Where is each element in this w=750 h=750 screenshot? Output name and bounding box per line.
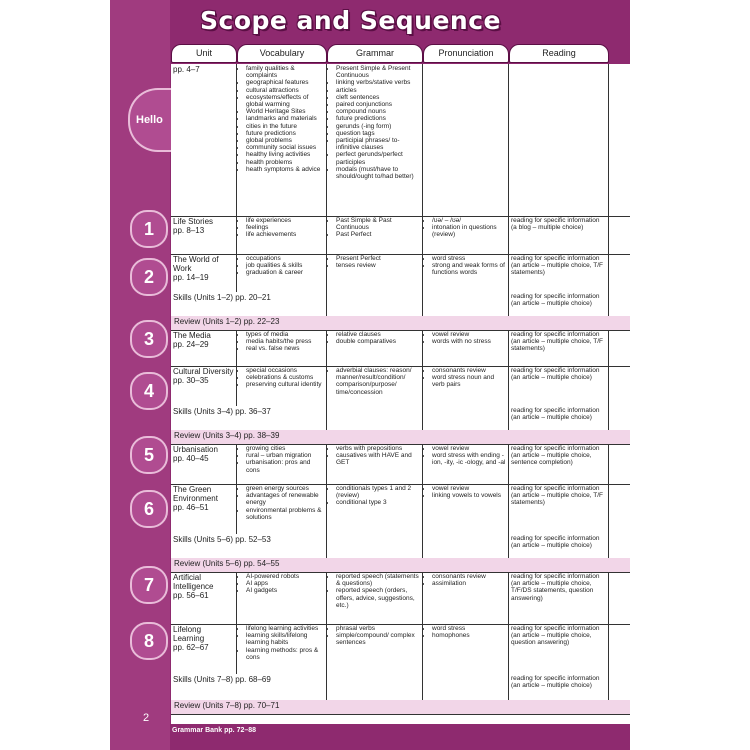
list-item: • life achievements [246,231,324,238]
list-item: • articles [336,87,420,94]
pronunciation-list [425,255,506,277]
pronunciation-list [425,625,506,639]
list-item: • preserving cultural identity [246,381,324,388]
unit-name: Artificial Intelligence [173,573,214,591]
list-item: • adverbial clauses: reason/ manner/result/condition/ comparison/purpose/ time/concession [336,367,420,396]
hello-grammar-list [329,65,420,180]
list-item: • Past Perfect [336,231,420,238]
table-row [171,254,630,293]
list-item: • AI apps [246,580,324,587]
list-item: • intonation in questions (review) [432,224,506,238]
reading-cell: reading for specific information (an article – multiple choice) [509,534,609,558]
list-item: • compound nouns [336,108,420,115]
reading-cell: reading for specific information (an article – multiple choice, T/F statements) [509,484,609,534]
list-item: • real vs. false news [246,345,324,352]
unit-pages: pp. 30–35 [173,376,209,385]
list-item: • World Heritage Sites [246,108,324,115]
unit-pages: pp. 46–51 [173,503,209,512]
list-item: • graduation & career [246,269,324,276]
list-item: • relative clauses [336,331,420,338]
skills-row [171,292,630,317]
list-item: • vowel review [432,445,506,452]
list-item: • AI-powered robots [246,573,324,580]
list-item: • cities in the future [246,123,324,130]
list-item: • gerunds (-ing form) [336,123,420,130]
table-row [171,484,630,535]
unit-pages: pp. 56–61 [173,591,209,600]
pronunciation-list [425,331,506,345]
list-item: • family qualities & complaints [246,65,324,79]
list-item: • verbs with prepositions [336,445,420,452]
unit-name: The World of Work [173,255,219,273]
list-item: • rural – urban migration [246,452,324,459]
reading-cell: reading for specific information (an article – multiple choice, question answering) [509,624,609,674]
table-row [171,330,630,367]
list-item: • conditional type 3 [336,499,420,506]
unit-pages: pp. 24–29 [173,340,209,349]
pronunciation-list [425,367,506,389]
unit-name: Lifelong Learning [173,625,205,643]
page-title: Scope and Sequence [200,6,502,35]
list-item: • homophones [432,632,506,639]
grammar-list [329,255,420,269]
list-item: • reported speech (statements & questions) [336,573,420,587]
list-item: • global problems [246,137,324,144]
skills-label: Skills (Units 7–8) pp. 68–69 [173,675,271,684]
unit-name: The Green Environment [173,485,218,503]
list-item: • double comparatives [336,338,420,345]
vocab-list [239,485,324,521]
col-unit: Unit [171,44,237,63]
table-row [171,572,630,625]
list-item: • heath symptoms & advice [246,166,324,173]
list-item: • life experiences [246,217,324,224]
list-item: • media habits/the press [246,338,324,345]
unit-badge: 7 [130,566,168,604]
grammar-list [329,331,420,345]
list-item: • word stress with ending -ion, -ity, -ic -ology, and -al [432,452,506,466]
unit-pages: pp. 62–67 [173,643,209,652]
unit-name: Life Stories [173,217,214,226]
reading-cell: reading for specific information (an article – multiple choice) [509,292,609,316]
table-row [171,216,630,255]
unit-badge: 6 [130,490,168,528]
list-item: • feelings [246,224,324,231]
unit-badge: 3 [130,320,168,358]
unit-name: The Media [173,331,211,340]
vocab-list [239,331,324,353]
vocab-list [239,445,324,474]
grammar-bank-label: Grammar Bank pp. 72–88 [172,727,257,734]
unit-badge: 5 [130,436,168,474]
grammar-list [329,445,420,467]
page-number: 2 [143,712,150,724]
review-row [171,558,630,573]
review-label: Review (Units 1–2) pp. 22–23 [174,317,280,326]
scope-table [171,64,630,724]
list-item: • landmarks and materials [246,115,324,122]
unit-badge: 4 [130,372,168,410]
list-item: • cultural attractions [246,87,324,94]
unit-name: Urbanisation [173,445,218,454]
list-item: • environmental problems & solutions [246,507,324,521]
pronunciation-list [425,445,506,467]
list-item: • vowel review [432,331,506,338]
list-item: • Past Simple & Past Continuous [336,217,420,231]
column-headers [171,44,630,64]
list-item: • paired conjunctions [336,101,420,108]
list-item: • simple/compound/ complex sentences [336,632,420,646]
reading-cell: reading for specific information (an article – multiple choice, T/F/DS statements, question answering) [509,572,609,624]
list-item: • future predictions [246,130,324,137]
list-item: • participial phrases/ to-infinitive clauses [336,137,420,151]
unit-badge: 8 [130,622,168,660]
list-item: • consonants review [432,573,506,580]
vocab-list [239,255,324,277]
review-row [171,316,630,331]
col-reading: Reading [509,44,609,63]
list-item: • perfect gerunds/perfect participles [336,151,420,165]
pronunciation-list [425,485,506,499]
vocab-list [239,625,324,661]
list-item: • cleft sentences [336,94,420,101]
reading-cell: reading for specific information (an article – multiple choice) [509,366,609,406]
hello-badge: Hello [128,88,180,152]
col-grammar: Grammar [327,44,423,63]
list-item: • vowel review [432,485,506,492]
list-item: • words with no stress [432,338,506,345]
list-item: • causatives with HAVE and GET [336,452,420,466]
list-item: • advantages of renewable energy [246,492,324,506]
unit-badge: 2 [130,258,168,296]
unit-name: Cultural Diversity [173,367,234,376]
grammar-list [329,367,420,396]
grammar-list [329,217,420,239]
list-item: • job qualities & skills [246,262,324,269]
skills-label: Skills (Units 5–6) pp. 52–53 [173,535,271,544]
review-label: Review (Units 7–8) pp. 70–71 [174,701,280,710]
review-label: Review (Units 5–6) pp. 54–55 [174,559,280,568]
skills-row [171,534,630,559]
review-row [171,430,630,445]
list-item: • celebrations & customs [246,374,324,381]
pronunciation-list [425,217,506,239]
list-item: • strong and weak forms of functions words [432,262,506,276]
list-item: • tenses review [336,262,420,269]
table-row [171,366,630,407]
table-row [171,444,630,485]
reading-cell: reading for specific information (an article – multiple choice, T/F statements) [509,254,609,292]
list-item: • community social issues [246,144,324,151]
skills-row [171,406,630,431]
list-item: • Present Perfect [336,255,420,262]
list-item: • special occasions [246,367,324,374]
list-item: • phrasal verbs [336,625,420,632]
list-item: • ecosystems/effects of global warming [246,94,324,108]
list-item: • word stress [432,625,506,632]
list-item: • modals (must/have to should/ought to/had better) [336,166,420,180]
vocab-list [239,367,324,389]
list-item: • consonants review [432,367,506,374]
grammar-list [329,573,420,609]
list-item: • linking vowels to vowels [432,492,506,499]
unit-pages: pp. 4–7 [173,65,200,74]
list-item: • learning skills/lifelong learning habits [246,632,324,646]
unit-pages: pp. 8–13 [173,226,205,235]
skills-label: Skills (Units 1–2) pp. 20–21 [173,293,271,302]
reading-cell: reading for specific information (an article – multiple choice) [509,406,609,430]
list-item: • health problems [246,159,324,166]
reading-cell: reading for specific information (a blog – multiple choice) [509,216,609,254]
col-pronunciation: Pronunciation [423,44,509,63]
list-item: • types of media [246,331,324,338]
list-item: • assimilation [432,580,506,587]
scope-page [110,0,630,750]
reading-cell: reading for specific information (an article – multiple choice) [509,674,609,700]
unit-pages: pp. 14–19 [173,273,209,282]
hello-vocab-list [239,65,324,173]
list-item: • AI gadgets [246,587,324,594]
col-vocabulary: Vocabulary [237,44,327,63]
list-item: • occupations [246,255,324,262]
grammar-list [329,625,420,647]
skills-row [171,674,630,701]
list-item: • green energy sources [246,485,324,492]
list-item: • linking verbs/stative verbs [336,79,420,86]
list-item: • geographical features [246,79,324,86]
review-row [171,700,630,715]
reading-cell: reading for specific information (an article – multiple choice, sentence completion) [509,444,609,484]
list-item: • Present Simple & Present Continuous [336,65,420,79]
pronunciation-list [425,573,506,587]
list-item: • question tags [336,130,420,137]
table-row [171,624,630,675]
table-row [171,64,630,217]
list-item: • growing cities [246,445,324,452]
list-item: • reported speech (orders, offers, advice, suggestions, etc.) [336,587,420,609]
list-item: • word stress [432,255,506,262]
review-label: Review (Units 3–4) pp. 38–39 [174,431,280,440]
vocab-list [239,217,324,239]
list-item: • conditionals types 1 and 2 (review) [336,485,420,499]
unit-badge: 1 [130,210,168,248]
list-item: • learning methods: pros & cons [246,647,324,661]
list-item: • lifelong learning activities [246,625,324,632]
list-item: • /ʊə/ – /ʊə/ [432,217,506,224]
vocab-list [239,573,324,595]
list-item: • healthy living activities [246,151,324,158]
unit-pages: pp. 40–45 [173,454,209,463]
reading-cell: reading for specific information (an article – multiple choice, T/F statements) [509,330,609,366]
skills-label: Skills (Units 3–4) pp. 36–37 [173,407,271,416]
list-item: • word stress noun and verb pairs [432,374,506,388]
grammar-list [329,485,420,507]
list-item: • urbanisation: pros and cons [246,459,324,473]
list-item: • future predictions [336,115,420,122]
